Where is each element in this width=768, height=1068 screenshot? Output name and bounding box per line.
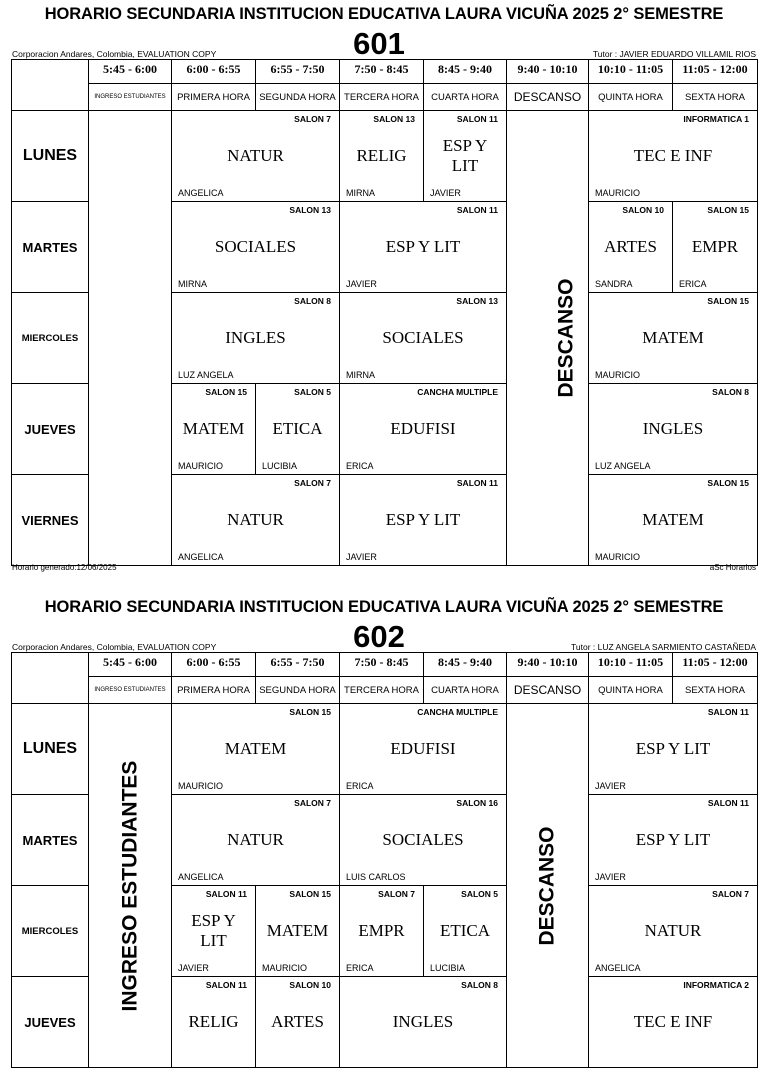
descanso-label: DESCANSO [535, 826, 559, 946]
subject-label: ARTES [604, 237, 657, 256]
room-label: SALON 8 [294, 296, 331, 306]
teacher-label: JAVIER [595, 872, 626, 882]
time-slot: 7:50 - 8:45 [340, 60, 424, 84]
class-cell [424, 886, 507, 977]
subject-label: RELIG [188, 1012, 239, 1031]
subject-label: TEC E INF [633, 146, 713, 165]
time-slot: 9:40 - 10:10 [507, 653, 589, 677]
group-number: 602 [353, 619, 405, 654]
teacher-label: ANGELICA [178, 872, 224, 882]
teacher-label: LUIS CARLOS [346, 872, 406, 882]
subject-label: MATEM [642, 328, 704, 347]
corner-cell [12, 653, 89, 704]
subject-label: MATEM [224, 739, 287, 758]
schedule-title: HORARIO SECUNDARIA INSTITUCION EDUCATIVA LAURA VICUÑA 2025 2° SEMESTRE [44, 5, 724, 23]
day-tuesday: MARTES [12, 795, 89, 886]
time-slot: 11:05 - 12:00 [673, 60, 758, 84]
room-label: SALON 15 [707, 478, 749, 488]
day-thursday: JUEVES [12, 384, 89, 475]
period-label: QUINTA HORA [589, 84, 673, 111]
day-wednesday: MIERCOLES [12, 886, 89, 977]
time-slot: 7:50 - 8:45 [340, 653, 424, 677]
room-label: SALON 7 [712, 889, 749, 899]
time-slot: 11:05 - 12:00 [673, 653, 758, 677]
class-cell [172, 977, 256, 1068]
day-tuesday: MARTES [12, 202, 89, 293]
teacher-label: LUCIBIA [262, 461, 298, 471]
time-slot: 8:45 - 9:40 [424, 60, 507, 84]
subject-label: SOCIALES [382, 830, 464, 849]
room-label: SALON 15 [205, 387, 247, 397]
teacher-label: MAURICIO [178, 461, 223, 471]
room-label: INFORMATICA 2 [683, 980, 749, 990]
teacher-label: LUCIBIA [430, 963, 466, 973]
room-label: SALON 10 [289, 980, 331, 990]
room-label: SALON 5 [294, 387, 331, 397]
time-slot: 10:10 - 11:05 [589, 653, 673, 677]
room-label: SALON 16 [456, 798, 498, 808]
descanso-label: DESCANSO [554, 278, 578, 398]
teacher-label: ERICA [346, 963, 374, 973]
period-label: PRIMERA HORA [172, 677, 256, 704]
subject-label: NATUR [644, 921, 702, 940]
room-label: SALON 11 [456, 478, 498, 488]
time-slot: 6:00 - 6:55 [172, 60, 256, 84]
period-label: TERCERA HORA [340, 677, 424, 704]
teacher-label: LUZ ANGELA [178, 370, 234, 380]
period-label: QUINTA HORA [589, 677, 673, 704]
teacher-label: MAURICIO [178, 781, 223, 791]
day-friday: VIERNES [12, 475, 89, 566]
room-label: SALON 7 [294, 114, 331, 124]
room-label: SALON 10 [622, 205, 664, 215]
time-slot: 6:00 - 6:55 [172, 653, 256, 677]
subject-label: ETICA [439, 921, 491, 940]
subject-label: ARTES [271, 1012, 324, 1031]
descanso-column [507, 704, 589, 1068]
class-cell [340, 977, 507, 1068]
room-label: SALON 15 [707, 205, 749, 215]
period-label: INGRESO ESTUDIANTES [89, 677, 172, 704]
subject-label: RELIG [356, 146, 407, 165]
teacher-label: LUZ ANGELA [595, 461, 651, 471]
period-label: CUARTA HORA [424, 84, 507, 111]
teacher-label: MAURICIO [595, 188, 640, 198]
teacher-label: ERICA [346, 781, 374, 791]
room-label: SALON 15 [289, 707, 331, 717]
corporation-label: Corporacion Andares, Colombia, EVALUATION COPY [12, 642, 217, 652]
room-label: SALON 13 [289, 205, 331, 215]
subject-label: EMPR [358, 921, 405, 940]
ingreso-label: INGRESO ESTUDIANTES [118, 760, 141, 1012]
subject-label: MATEM [266, 921, 329, 940]
time-slot: 6:55 - 7:50 [256, 653, 340, 677]
timetable [11, 652, 758, 1068]
teacher-label: JAVIER [595, 781, 626, 791]
teacher-label: ANGELICA [178, 188, 224, 198]
room-label: SALON 15 [289, 889, 331, 899]
subject-label: NATUR [227, 510, 284, 529]
room-label: SALON 11 [707, 707, 749, 717]
subject-label: SOCIALES [214, 237, 297, 256]
room-label: SALON 8 [712, 387, 749, 397]
teacher-label: SANDRA [595, 279, 633, 289]
class-cell [172, 704, 340, 795]
time-slot: 10:10 - 11:05 [589, 60, 673, 84]
subject-label: ESP Y LIT [635, 830, 711, 849]
period-label: TERCERA HORA [340, 84, 424, 111]
class-cell [589, 977, 758, 1068]
room-label: SALON 5 [461, 889, 498, 899]
room-label: SALON 15 [707, 296, 749, 306]
subject-label: EDUFISI [390, 419, 456, 438]
period-label: INGRESO ESTUDIANTES [89, 84, 172, 111]
teacher-label: JAVIER [178, 963, 209, 973]
room-label: CANCHA MULTIPLE [417, 707, 498, 717]
subject-label: ETICA [272, 419, 323, 438]
teacher-label: JAVIER [430, 188, 461, 198]
subject-label: ESP Y LIT [385, 510, 461, 529]
teacher-label: MIRNA [346, 188, 375, 198]
time-slot: 5:45 - 6:00 [89, 653, 172, 677]
subject-label: INGLES [225, 328, 286, 347]
class-cell [589, 795, 758, 886]
day-monday: LUNES [12, 111, 89, 202]
tutor-label: Tutor : LUZ ANGELA SARMIENTO CASTAÑEDA [571, 642, 756, 652]
subject-label: ESP Y LIT [385, 237, 461, 256]
corporation-label: Corporacion Andares, Colombia, EVALUATION COPY [12, 49, 217, 59]
teacher-label: ANGELICA [178, 552, 224, 562]
subject-label: INGLES [392, 1012, 454, 1031]
software-credit: aSc Horarios [709, 563, 756, 572]
class-cell [340, 886, 424, 977]
subject-label: NATUR [227, 830, 284, 849]
subject-label: SOCIALES [382, 328, 464, 347]
subject-label: EDUFISI [390, 739, 456, 758]
period-label: SEXTA HORA [673, 677, 758, 704]
room-label: SALON 11 [205, 980, 247, 990]
time-slot: 8:45 - 9:40 [424, 653, 507, 677]
room-label: SALON 7 [294, 798, 331, 808]
teacher-label: JAVIER [346, 552, 377, 562]
subject-label: ESP Y LIT [191, 911, 236, 950]
subject-label: EMPR [691, 237, 739, 256]
room-label: SALON 11 [456, 205, 498, 215]
class-cell [172, 886, 256, 977]
class-cell [589, 886, 758, 977]
class-cell [340, 795, 507, 886]
room-label: INFORMATICA 1 [683, 114, 749, 124]
room-label: SALON 11 [707, 798, 749, 808]
teacher-label: ANGELICA [595, 963, 641, 973]
teacher-label: ERICA [679, 279, 707, 289]
room-label: SALON 11 [205, 889, 247, 899]
room-label: SALON 7 [378, 889, 415, 899]
room-label: SALON 13 [456, 296, 498, 306]
day-thursday: JUEVES [12, 977, 89, 1068]
period-label: DESCANSO [507, 677, 589, 704]
period-label: SEGUNDA HORA [256, 84, 340, 111]
subject-label: ESP Y LIT [442, 136, 488, 175]
period-label: SEGUNDA HORA [256, 677, 340, 704]
teacher-label: JAVIER [346, 279, 377, 289]
subject-label: NATUR [227, 146, 284, 165]
teacher-label: MIRNA [346, 370, 375, 380]
teacher-label: MAURICIO [262, 963, 307, 973]
class-cell [340, 704, 507, 795]
room-label: CANCHA MULTIPLE [417, 387, 498, 397]
room-label: SALON 8 [461, 980, 498, 990]
ingreso-column [89, 704, 172, 1068]
time-slot: 5:45 - 6:00 [89, 60, 172, 84]
teacher-label: ERICA [346, 461, 374, 471]
time-slot: 9:40 - 10:10 [507, 60, 589, 84]
period-label: SEXTA HORA [673, 84, 758, 111]
subject-label: TEC E INF [633, 1012, 713, 1031]
teacher-label: MIRNA [178, 279, 207, 289]
schedule-title: HORARIO SECUNDARIA INSTITUCION EDUCATIVA LAURA VICUÑA 2025 2° SEMESTRE [44, 598, 724, 616]
period-label: PRIMERA HORA [172, 84, 256, 111]
tutor-label: Tutor : JAVIER EDUARDO VILLAMIL RIOS [592, 49, 756, 59]
subject-label: MATEM [182, 419, 245, 438]
day-monday: LUNES [12, 704, 89, 795]
teacher-label: MAURICIO [595, 552, 640, 562]
room-label: SALON 13 [373, 114, 415, 124]
period-label: CUARTA HORA [424, 677, 507, 704]
period-label: DESCANSO [507, 84, 589, 111]
class-cell [589, 704, 758, 795]
group-number: 601 [353, 26, 405, 61]
generated-date: Horario generado:12/06/2025 [12, 563, 117, 572]
subject-label: MATEM [642, 510, 704, 529]
subject-label: ESP Y LIT [635, 739, 711, 758]
subject-label: INGLES [642, 419, 704, 438]
class-cell [172, 795, 340, 886]
teacher-label: MAURICIO [595, 370, 640, 380]
class-cell [256, 886, 340, 977]
room-label: SALON 7 [294, 478, 331, 488]
time-slot: 6:55 - 7:50 [256, 60, 340, 84]
class-cell [256, 977, 340, 1068]
day-wednesday: MIERCOLES [12, 293, 89, 384]
room-label: SALON 11 [456, 114, 498, 124]
